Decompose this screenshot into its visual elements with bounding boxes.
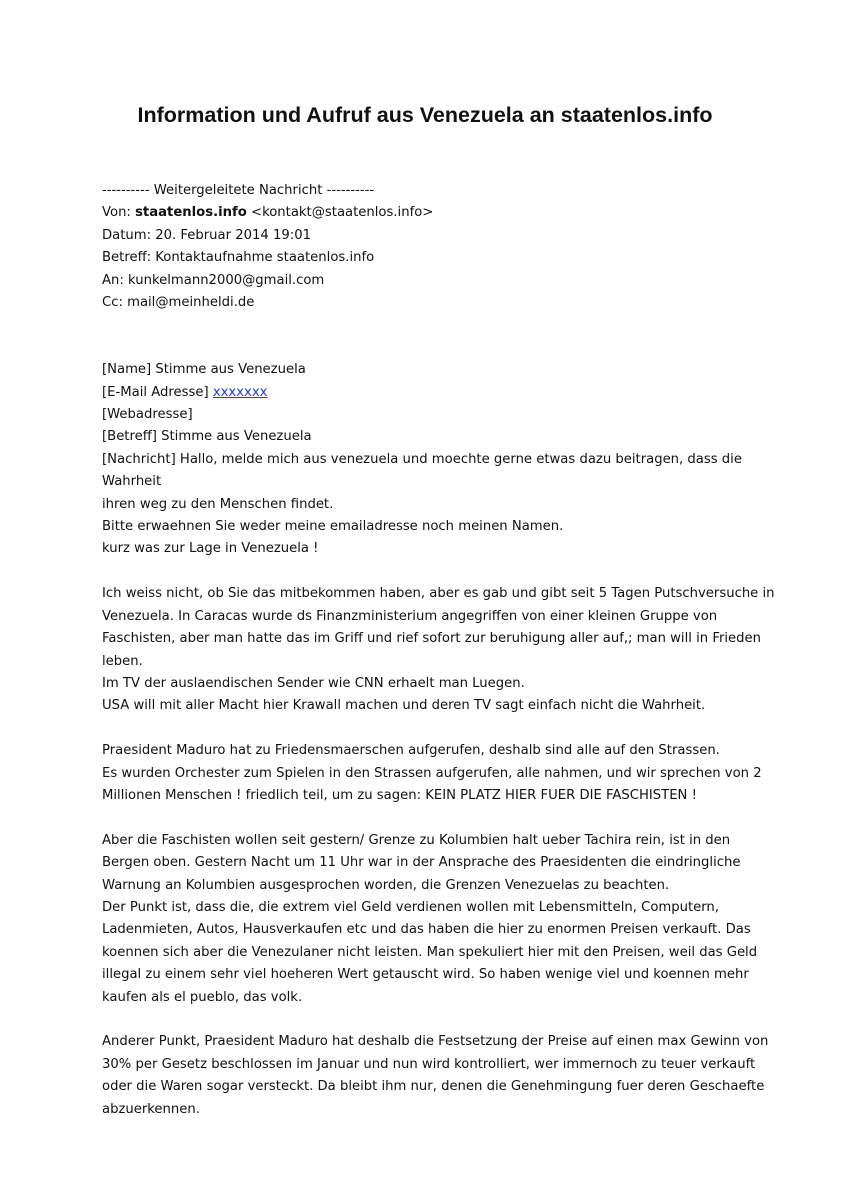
message-line: kurz was zur Lage in Venezuela ! <box>102 541 319 557</box>
form-email-label: [E-Mail Adresse] <box>102 384 209 400</box>
message-line: ihren weg zu den Menschen findet. <box>102 496 334 512</box>
text-line: oder die Waren sogar versteckt. Da bleibt ihm nur, denen die Genehmingung fuer deren Geschaefte <box>102 1079 765 1095</box>
form-name: [Name] Stimme aus Venezuela <box>102 362 306 378</box>
from-email: <kontakt@staatenlos.info> <box>251 205 434 221</box>
text-line: Faschisten, aber man hatte das im Griff und rief sofort zur beruhigung aller auf,; man will in Frieden <box>102 631 761 647</box>
contact-form-fields <box>102 359 762 561</box>
text-line: Bergen oben. Gestern Nacht um 11 Uhr war in der Ansprache des Praesidenten die eindringliche <box>102 855 741 871</box>
paragraph-1 <box>102 583 775 717</box>
text-line: Es wurden Orchester zum Spielen in den Strassen aufgerufen, alle nahmen, und wir sprechen von 2 <box>102 765 762 781</box>
message-line: Bitte erwaehnen Sie weder meine emailadresse noch meinen Namen. <box>102 519 564 535</box>
from-name: staatenlos.info <box>135 205 247 221</box>
text-line: leben. <box>102 653 143 669</box>
text-line: Millionen Menschen ! friedlich teil, um zu sagen: KEIN PLATZ HIER FUER DIE FASCHISTEN ! <box>102 787 697 803</box>
text-line: Aber die Faschisten wollen seit gestern/ Grenze zu Kolumbien halt ueber Tachira rein, ist in den <box>102 832 731 848</box>
text-line: Praesident Maduro hat zu Friedensmaerschen aufgerufen, deshalb sind alle auf den Strassen. <box>102 743 720 759</box>
text-line: Ich weiss nicht, ob Sie das mitbekommen haben, aber es gab und gibt seit 5 Tagen Putschversuche in <box>102 586 775 602</box>
text-line: Anderer Punkt, Praesident Maduro hat deshalb die Festsetzung der Preise auf einen max Gewinn von <box>102 1034 769 1050</box>
paragraph-2 <box>102 740 762 807</box>
message-line: Wahrheit <box>102 474 162 490</box>
text-line: illegal zu einem sehr viel hoeheren Wert getauscht wird. So haben wenige viel und koennen mehr <box>102 967 749 983</box>
form-betreff: [Betreff] Stimme aus Venezuela <box>102 429 312 445</box>
date-line: Datum: 20. Februar 2014 19:01 <box>102 227 311 243</box>
from-label: Von: <box>102 205 131 221</box>
email-link[interactable]: xxxxxxx <box>212 384 268 400</box>
form-email <box>102 382 762 404</box>
email-header <box>102 180 762 314</box>
forwarded-line: ---------- Weitergeleitete Nachricht ---------- <box>102 183 375 198</box>
paragraph-3 <box>102 830 762 1009</box>
text-line: koennen sich aber die Venezulaner nicht leisten. Man spekuliert hier mit den Preisen, weil das Geld <box>102 944 758 960</box>
text-line: abzuerkennen. <box>102 1101 200 1117</box>
to-line: An: kunkelmann2000@gmail.com <box>102 272 325 288</box>
from-line <box>102 202 762 224</box>
cc-line: Cc: mail@meinheldi.de <box>102 295 255 311</box>
document-body <box>102 180 775 1121</box>
text-line: Venezuela. In Caracas wurde ds Finanzministerium angegriffen von einer kleinen Gruppe von <box>102 608 718 624</box>
text-line: Ladenmieten, Autos, Hausverkaufen etc und das haben die hier zu enormen Preisen verkauft. Das <box>102 922 751 938</box>
text-line: Der Punkt ist, dass die, die extrem viel Geld verdienen wollen mit Lebensmitteln, Computern, <box>102 899 719 915</box>
message-line: [Nachricht] Hallo, melde mich aus venezuela und moechte gerne etwas dazu beitragen, dass die <box>102 451 742 467</box>
text-line: Warnung an Kolumbien ausgesprochen worden, die Grenzen Venezuelas zu beachten. <box>102 877 670 893</box>
text-line: kaufen als el pueblo, das volk. <box>102 989 303 1005</box>
text-line: USA will mit aller Macht hier Krawall machen und deren TV sagt einfach nicht die Wahrheit. <box>102 698 706 714</box>
text-line: 30% per Gesetz beschlossen im Januar und nun wird kontrolliert, wer immernoch zu teuer verkauft <box>102 1056 756 1072</box>
paragraph-4 <box>102 1031 769 1121</box>
text-line: Im TV der auslaendischen Sender wie CNN erhaelt man Luegen. <box>102 675 525 691</box>
subject-line: Betreff: Kontaktaufnahme staatenlos.info <box>102 250 375 266</box>
page-title: Information und Aufruf aus Venezuela an staatenlos.info <box>137 103 713 127</box>
form-web: [Webadresse] <box>102 407 193 423</box>
